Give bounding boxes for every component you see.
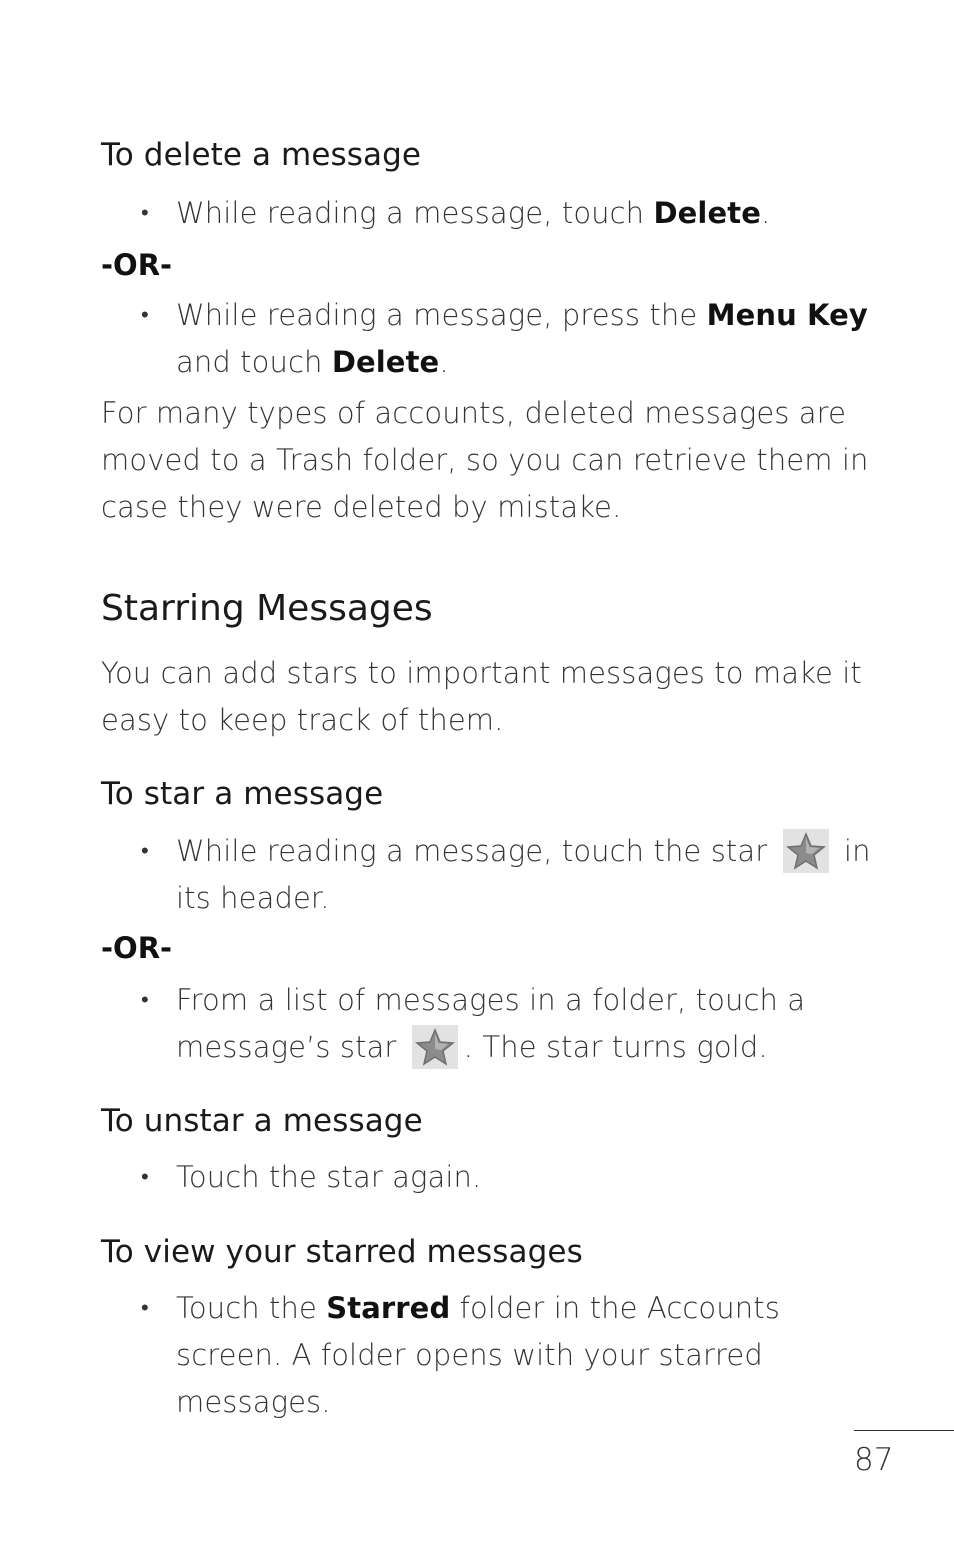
bullet-delete-2: • While reading a message, press the Menu Key and touch Delete. [101, 292, 954, 386]
or-separator-1: -OR- [101, 248, 173, 282]
delete-label-2: Delete [331, 345, 440, 379]
bullet-delete-1: • While reading a message, touch Delete. [101, 190, 954, 237]
trash-paragraph: For many types of accounts, deleted messages are moved to a Trash folder, so you can retrieve them in case they were deleted by mistake. [101, 396, 869, 524]
bullet-dot: • [141, 1296, 149, 1321]
heading-unstar-message: To unstar a message [101, 1103, 423, 1139]
bullet-dot: • [141, 839, 149, 864]
section-title-starring: Starring Messages [101, 588, 433, 629]
star-icon [412, 1025, 458, 1069]
delete-label: Delete [653, 196, 761, 230]
starring-intro: You can add stars to important messages to make it easy to keep track of them. [101, 656, 862, 737]
heading-star-message: To star a message [101, 776, 384, 812]
heading-view-starred: To view your starred messages [101, 1234, 583, 1270]
bullet-dot: • [141, 1165, 149, 1190]
star-icon [783, 829, 829, 873]
bullet-dot: • [141, 988, 149, 1013]
heading-delete-message: To delete a message [101, 137, 422, 173]
bullet-star-2: • From a list of messages in a folder, touch a message’s star . The star turns gold. [101, 977, 954, 1071]
starred-label: Starred [326, 1291, 451, 1325]
bullet-view-1: • Touch the Starred folder in the Accounts screen. A folder opens with your starred messages. [101, 1285, 954, 1426]
footer-rule [854, 1430, 954, 1431]
bullet-dot: • [141, 303, 149, 328]
bullet-dot: • [141, 201, 149, 226]
page-number: 87 [854, 1442, 894, 1478]
bullet-unstar-1: • Touch the star again. [101, 1154, 954, 1201]
menu-key-label: Menu Key [706, 298, 868, 332]
or-separator-2: -OR- [101, 931, 173, 965]
bullet-star-1: • While reading a message, touch the star in its header. [101, 828, 954, 922]
